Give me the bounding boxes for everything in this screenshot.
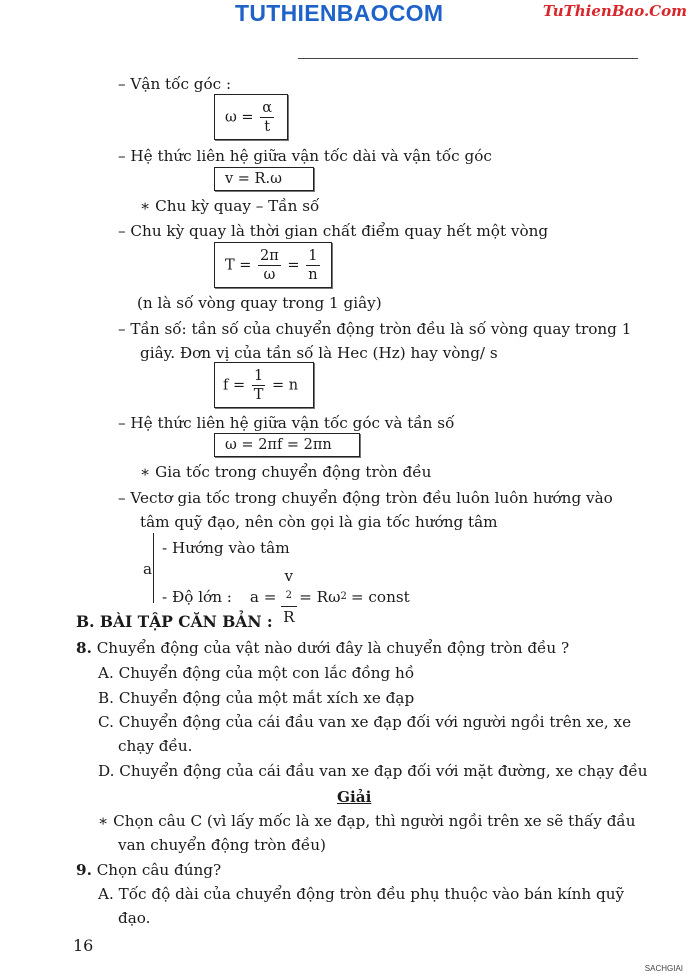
- q8-option-c: C. Chuyển động của cái đầu van xe đạp đối với người ngồi trên xe, xe: [98, 713, 632, 731]
- formula-period: [214, 242, 332, 288]
- q8-option-a: A. Chuyển động của một con lắc đồng hồ: [98, 664, 415, 682]
- denominator: ω: [263, 267, 276, 283]
- formula-angular-velocity: [214, 94, 288, 140]
- formula-frequency: [214, 362, 314, 408]
- denominator: t: [264, 119, 271, 135]
- period-definition: – Chu kỳ quay là thời gian chất điểm quay hết một vòng: [118, 222, 549, 240]
- numerator: α: [262, 100, 272, 116]
- header-divider: [298, 58, 638, 59]
- solution-line-1: ∗ Chọn câu C (vì lấy mốc là xe đạp, thì người ngồi trên xe sẽ thấy đầu: [98, 812, 636, 830]
- q8-option-c-cont: chạy đều.: [118, 737, 193, 755]
- denominator: n: [308, 267, 318, 283]
- numerator: v: [284, 567, 294, 585]
- formula-rhs: = Rω: [299, 587, 341, 606]
- formula-text: v = R.ω: [225, 171, 282, 187]
- acceleration-direction: - Hướng vào tâm: [162, 539, 290, 557]
- formula-lhs: ω =: [225, 109, 254, 126]
- formula-lhs: f =: [223, 377, 246, 394]
- fraction: [281, 566, 298, 627]
- brand-logo: TuThienBao.Com: [542, 2, 687, 20]
- frequency-definition-2: giây. Đơn vị của tần số là Hec (Hz) hay vòng/ s: [140, 344, 498, 362]
- equals-sign: =: [287, 257, 300, 274]
- section-b-heading: B. BÀI TẬP CĂN BẢN :: [76, 612, 273, 631]
- exponent: 2: [285, 590, 293, 601]
- acceleration-symbol: a: [143, 560, 153, 578]
- n-note: (n là số vòng quay trong 1 giây): [137, 294, 382, 312]
- q8-option-d: D. Chuyển động của cái đầu van xe đạp đối với mặt đường, xe chạy đều: [98, 762, 648, 780]
- q9-option-a-cont: đạo.: [118, 909, 151, 927]
- numerator: 1: [306, 247, 319, 266]
- angular-velocity-line: – Vận tốc góc :: [118, 75, 232, 93]
- question-8: [76, 638, 569, 658]
- fraction-2: [306, 247, 319, 284]
- denominator: T: [253, 387, 264, 403]
- question-9: [76, 860, 221, 880]
- question-text: Chuyển động của vật nào dưới đây là chuyển động tròn đều ?: [96, 639, 570, 657]
- q9-option-a: A. Tốc độ dài của chuyển động tròn đều phụ thuộc vào bán kính quỹ: [98, 885, 625, 903]
- formula-lhs: a =: [249, 587, 277, 606]
- q8-option-b: B. Chuyển động của một mắt xích xe đạp: [98, 689, 415, 707]
- acceleration-definition-2: tâm quỹ đạo, nên còn gọi là gia tốc hướng tâm: [140, 513, 498, 531]
- relation-line: – Hệ thức liên hệ giữa vận tốc dài và vận tốc góc: [118, 147, 492, 165]
- fraction: [260, 99, 274, 136]
- numerator: 1: [252, 367, 266, 386]
- acceleration-heading: ∗ Gia tốc trong chuyển động tròn đều: [140, 463, 432, 481]
- footer-logo: SACHGIAI: [644, 964, 683, 973]
- solution-title: Giải: [337, 788, 372, 806]
- formula-omega: [214, 433, 360, 457]
- page-number: 16: [73, 936, 94, 955]
- brace: [153, 533, 162, 603]
- formula-lhs: T =: [225, 257, 252, 274]
- formula-rhs: = n: [272, 377, 299, 394]
- formula-text: ω = 2πf = 2πn: [225, 437, 332, 453]
- magnitude-label: - Độ lớn :: [162, 587, 232, 606]
- solution-line-2: van chuyển động tròn đều): [118, 836, 326, 854]
- frequency-definition-1: – Tần số: tần số của chuyển động tròn đều là số vòng quay trong 1: [118, 320, 632, 338]
- formula-linear-velocity: [214, 167, 314, 191]
- fraction: [252, 367, 266, 404]
- exponent: 2: [340, 590, 347, 602]
- site-header-title: TUTHIENBAOCOM: [235, 0, 444, 26]
- period-frequency-heading: ∗ Chu kỳ quay – Tần số: [140, 197, 320, 215]
- numerator: 2π: [260, 248, 279, 264]
- acceleration-definition-1: – Vectơ gia tốc trong chuyển động tròn đều luôn luôn hướng vào: [118, 489, 613, 507]
- denominator: R: [283, 608, 295, 626]
- angular-frequency-relation: – Hệ thức liên hệ giữa vận tốc góc và tần số: [118, 414, 455, 432]
- question-text: Chọn câu đúng?: [96, 861, 222, 879]
- question-number: 8.: [76, 639, 92, 657]
- question-number: 9.: [76, 861, 92, 879]
- fraction-1: [258, 247, 281, 284]
- formula-end: = const: [350, 587, 410, 606]
